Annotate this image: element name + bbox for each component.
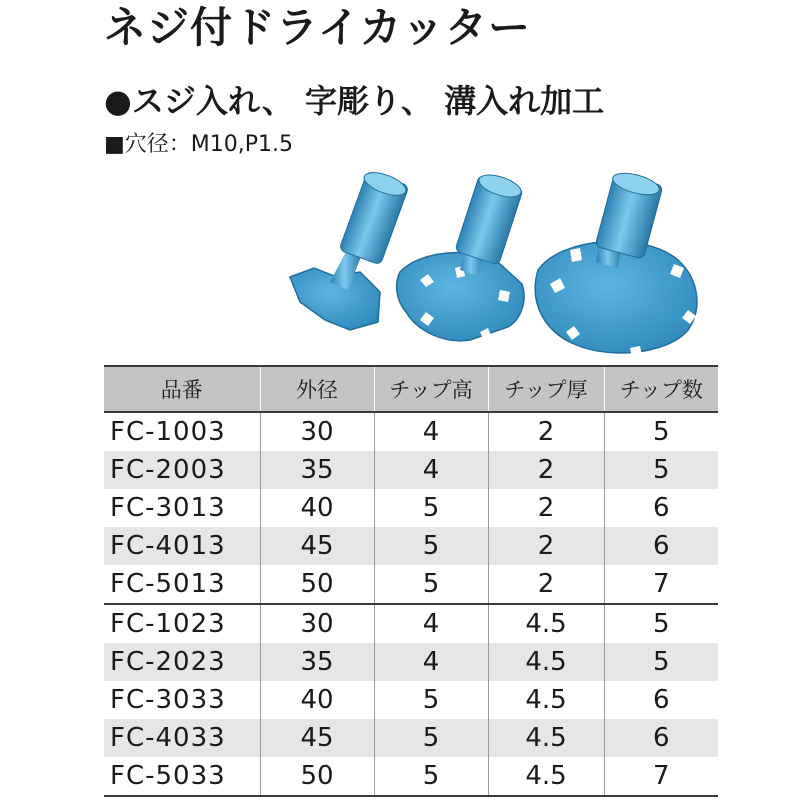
tip-height-cell: 5 bbox=[374, 489, 488, 527]
outer-diameter-cell: 40 bbox=[260, 489, 374, 527]
table-row bbox=[104, 643, 718, 681]
cutter-medium-icon bbox=[397, 172, 524, 341]
hole-diameter-spec: ■穴径：M10,P1.5 bbox=[104, 132, 294, 157]
outer-diameter-cell: 30 bbox=[260, 412, 374, 451]
table-row bbox=[104, 719, 718, 757]
cutter-large-icon bbox=[535, 172, 697, 358]
part-number-cell: FC-5033 bbox=[104, 757, 260, 796]
tip-thickness-cell: 2 bbox=[488, 451, 604, 489]
part-number-cell: FC-1003 bbox=[110, 417, 226, 447]
outer-diameter-cell: 35 bbox=[260, 451, 374, 489]
table-row bbox=[104, 489, 718, 527]
table-row bbox=[104, 757, 718, 796]
part-number-cell: FC-2003 bbox=[104, 451, 260, 489]
tip-height-cell: 4 bbox=[374, 604, 488, 643]
part-number-cell: FC-5013 bbox=[110, 569, 226, 599]
table-row bbox=[104, 681, 718, 719]
tip-count-cell: 7 bbox=[604, 565, 718, 604]
outer-diameter-cell: 30 bbox=[260, 604, 374, 643]
outer-diameter-cell: 45 bbox=[260, 719, 374, 757]
tip-count-cell: 5 bbox=[604, 412, 718, 451]
tip-height-cell: 5 bbox=[374, 757, 488, 796]
tip-height-cell: 4 bbox=[374, 451, 488, 489]
cutter-product-photo bbox=[270, 172, 710, 362]
tip-thickness-cell: 4.5 bbox=[488, 604, 604, 643]
part-number-cell: FC-2023 bbox=[104, 643, 260, 681]
tip-count-cell: 5 bbox=[604, 604, 718, 643]
outer-diameter-cell: 40 bbox=[260, 681, 374, 719]
tip-height-cell: 5 bbox=[374, 719, 488, 757]
tip-count-cell: 6 bbox=[604, 681, 718, 719]
tip-thickness-cell: 2 bbox=[488, 412, 604, 451]
tip-thickness-cell: 4.5 bbox=[488, 719, 604, 757]
tip-height-cell: 4 bbox=[374, 412, 488, 451]
page-title: ネジ付ドライカッター bbox=[104, 3, 532, 52]
tip-count-cell: 6 bbox=[604, 719, 718, 757]
tip-thickness-cell: 2 bbox=[488, 565, 604, 604]
spec-table bbox=[104, 365, 718, 797]
tip-thickness-cell: 2 bbox=[488, 489, 604, 527]
tip-thickness-cell: 4.5 bbox=[488, 757, 604, 796]
tip-count-cell: 5 bbox=[604, 451, 718, 489]
table-row bbox=[104, 451, 718, 489]
part-number-cell: FC-1023 bbox=[104, 604, 260, 643]
header-outer-diameter: 外径 bbox=[260, 366, 374, 412]
tip-count-cell: 6 bbox=[604, 527, 718, 565]
cutter-small-icon bbox=[290, 172, 409, 330]
outer-diameter-cell: 50 bbox=[260, 565, 374, 604]
header-tip-height: チップ高 bbox=[374, 366, 488, 412]
part-number-cell: FC-4033 bbox=[104, 719, 260, 757]
header-part-number: 品番 bbox=[104, 366, 260, 412]
tip-count-cell: 6 bbox=[604, 489, 718, 527]
tip-thickness-cell: 4.5 bbox=[488, 681, 604, 719]
tip-count-cell: 5 bbox=[604, 643, 718, 681]
tip-height-cell: 5 bbox=[374, 527, 488, 565]
part-number-cell: FC-4013 bbox=[104, 527, 260, 565]
table-row bbox=[104, 604, 718, 643]
part-number-cell: FC-3013 bbox=[110, 493, 226, 523]
table-row bbox=[104, 565, 718, 604]
tip-thickness-cell: 2 bbox=[488, 527, 604, 565]
tip-thickness-cell: 4.5 bbox=[488, 643, 604, 681]
table-row bbox=[104, 412, 718, 451]
tip-height-cell: 5 bbox=[374, 565, 488, 604]
part-number-cell: FC-3033 bbox=[110, 685, 226, 715]
tip-count-cell: 7 bbox=[604, 757, 718, 796]
tip-height-cell: 5 bbox=[374, 681, 488, 719]
usage-subtitle: ●スジ入れ、 字彫り、 溝入れ加工 bbox=[104, 82, 605, 120]
header-tip-count: チップ数 bbox=[604, 366, 718, 412]
header-tip-thickness: チップ厚 bbox=[488, 366, 604, 412]
table-row bbox=[104, 527, 718, 565]
tip-height-cell: 4 bbox=[374, 643, 488, 681]
outer-diameter-cell: 50 bbox=[260, 757, 374, 796]
outer-diameter-cell: 35 bbox=[260, 643, 374, 681]
outer-diameter-cell: 45 bbox=[260, 527, 374, 565]
table-header-row bbox=[104, 366, 718, 412]
